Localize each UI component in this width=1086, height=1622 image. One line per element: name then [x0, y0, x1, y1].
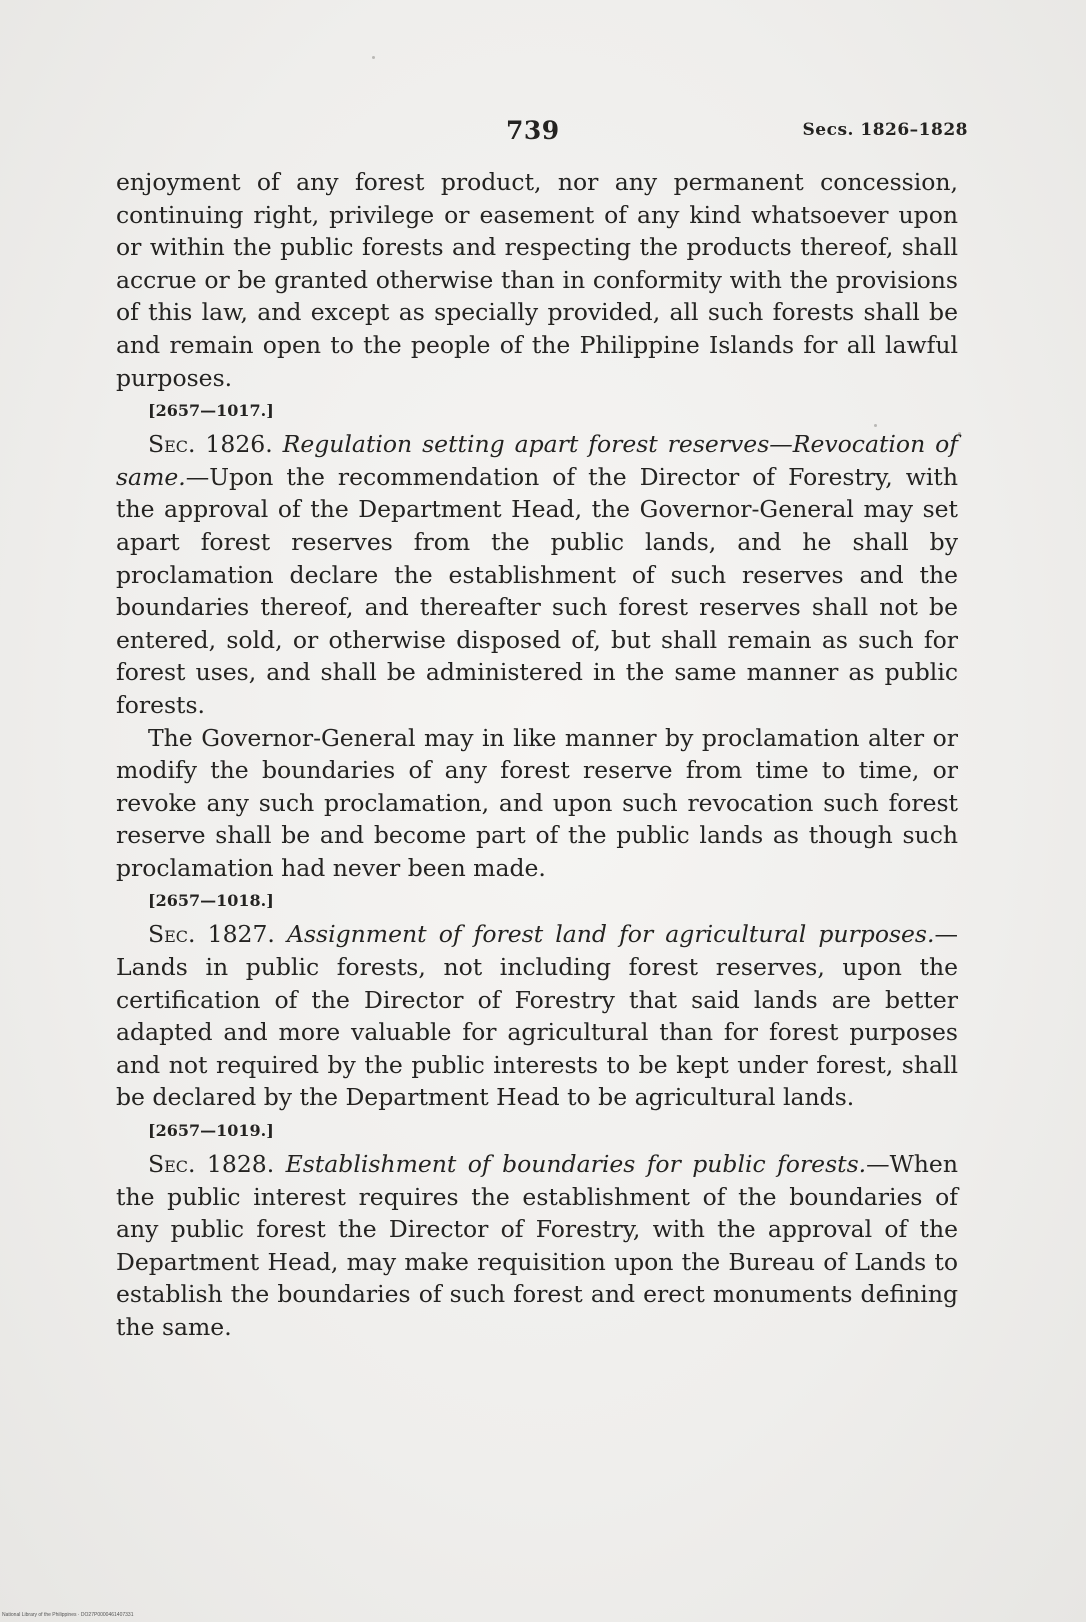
section-heading: Assignment of forest land for agricultural purposes. [287, 920, 935, 949]
page-header [0, 112, 1086, 152]
section-1826 [116, 428, 958, 721]
section-label: Sec. 1828. [148, 1150, 275, 1179]
section-label: Sec. 1826. [148, 430, 273, 459]
section-1827 [116, 918, 958, 1114]
scan-speck [372, 56, 375, 59]
continued-paragraph: enjoyment of any forest product, nor any permanent concession, continuing right, privilege or easement of any kind whatsoever upon or within the public forests and respecting the products thereof, shall accrue or be granted otherwise than in conformity with the provisions of this law, and except as specially provided, all such forests shall be and remain open to the people of the Philippine Islands for all lawful purposes. [116, 168, 958, 392]
section-1828 [116, 1148, 958, 1344]
section-text: —When the public interest requires the establishment of the boundaries of any public forest the Director of Forestry, with the approval of the Department Head, may make requisition upon the Bureau of Lands to establish the boundaries of such forest and erect monuments defining the same. [116, 1150, 958, 1341]
citation-1017: [2657—1017.] [148, 401, 274, 421]
page-body [116, 166, 958, 1344]
section-heading: Establishment of boundaries for public forests. [285, 1150, 867, 1179]
page-number: 739 [506, 116, 560, 145]
citation-1019: [2657—1019.] [148, 1121, 274, 1141]
section-1826-paragraph-2: The Governor-General may in like manner by proclamation alter or modify the boundaries of any forest reserve from time to time, or revoke any such proclamation, and upon such revocation such forest reserve shall be and become part of the public lands as though such proclamation had never been made. [116, 723, 958, 882]
citation-1018: [2657—1018.] [148, 891, 274, 911]
library-credit: National Library of the Philippines · DO27P0000461407331 [2, 1612, 134, 1618]
scan-speck [958, 432, 961, 435]
section-label: Sec. 1827. [148, 920, 275, 949]
section-text: —Lands in public forests, not including forest reserves, upon the certification of the Director of Forestry that said lands are better adapted and more valuable for agricultural than for forest purposes and not required by the public interests to be kept under forest, shall be declared by the Department Head to be agricultural lands. [116, 920, 958, 1112]
running-head-sections: Secs. 1826–1828 [802, 120, 968, 140]
section-heading: Regulation setting apart forest reserves—Revocation of same. [116, 430, 958, 491]
section-text: —Upon the recommendation of the Director of Forestry, with the approval of the Department Head, the Governor-General may set apart forest reserves from the public lands, and he shall by proclamation declare the establishment of such reserves and the boundaries thereof, and thereafter such forest reserves shall not be entered, sold, or otherwise disposed of, but shall remain as such for forest uses, and shall be administered in the same manner as public forests. [116, 462, 958, 719]
